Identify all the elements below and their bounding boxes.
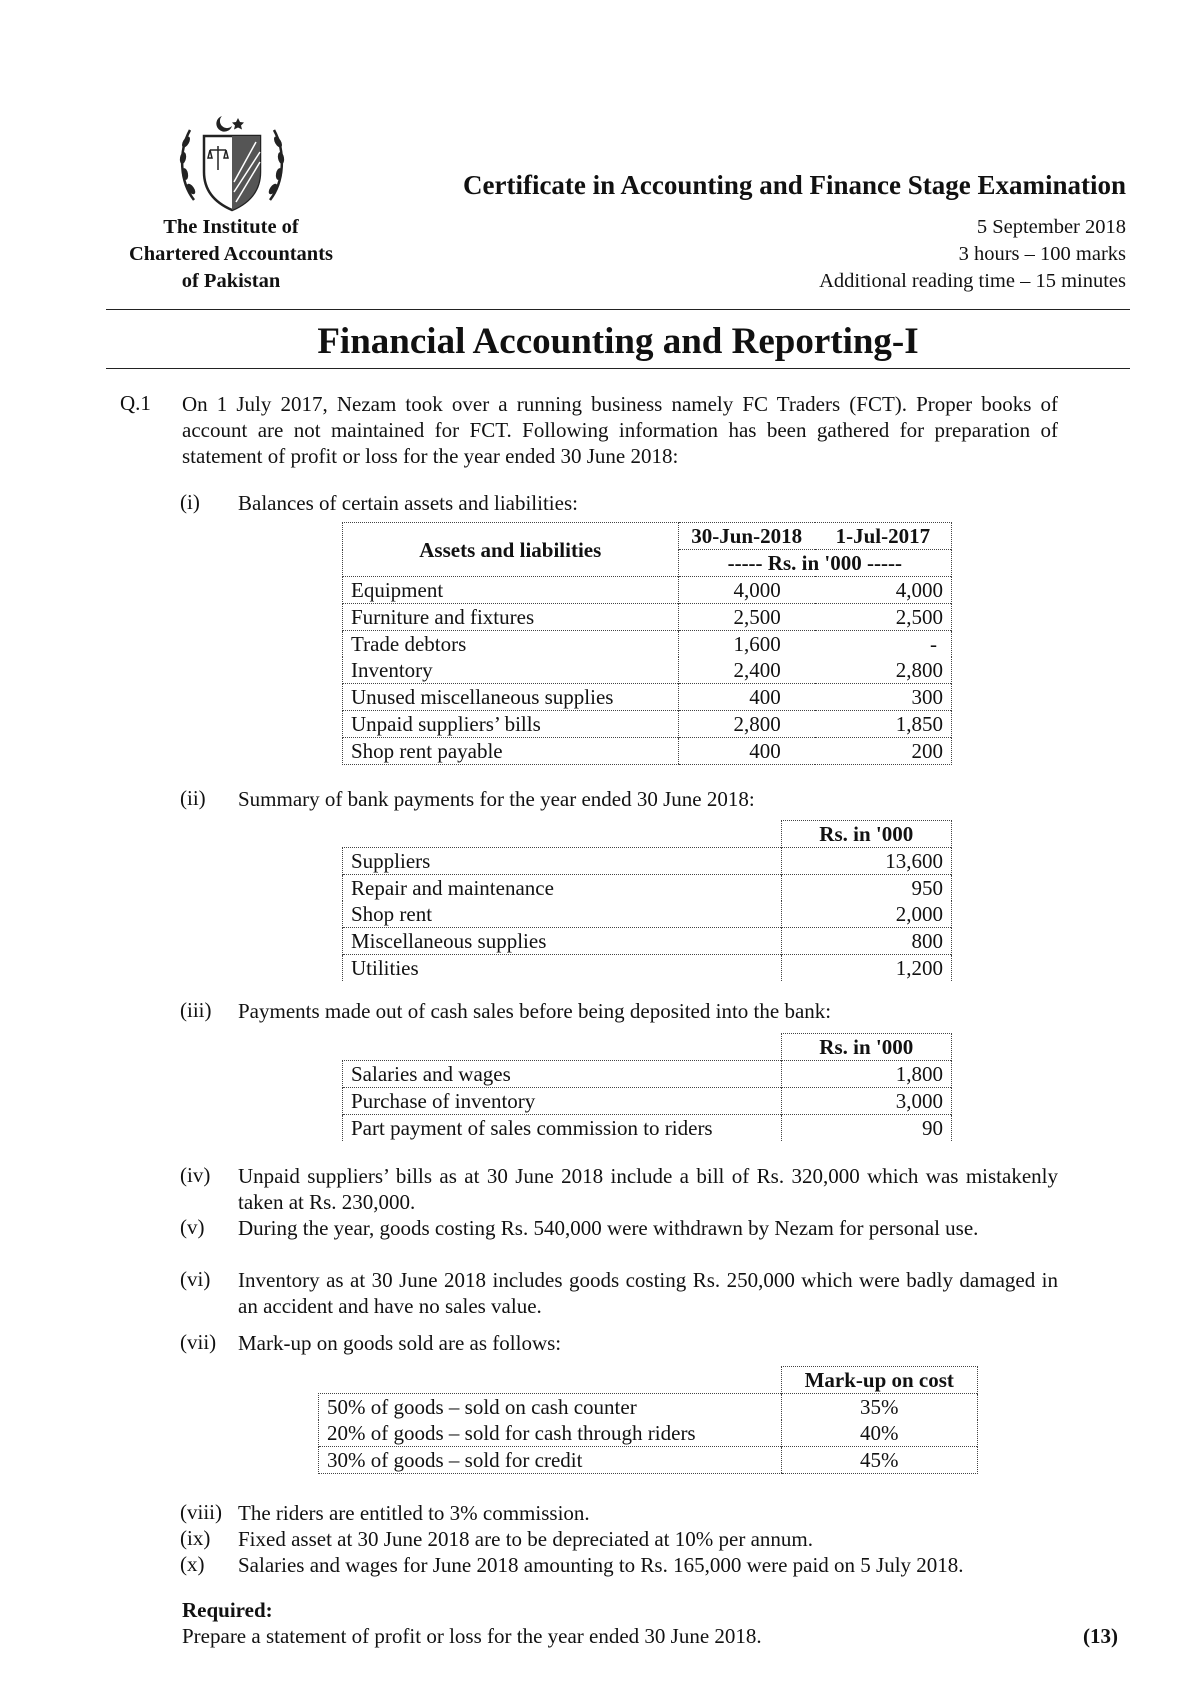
item-number: (iii): [180, 998, 212, 1022]
item-text: During the year, goods costing Rs. 540,000 were withdrawn by Nezam for personal use.: [238, 1216, 979, 1240]
institute-line: The Institute of: [163, 216, 299, 238]
item-number: (ii): [180, 786, 206, 810]
row-value: 2,500: [678, 604, 815, 631]
row-value: 1,800: [781, 1061, 952, 1088]
row-label: Shop rent: [343, 901, 782, 928]
table-row: [343, 901, 952, 928]
item-text: Salaries and wages for June 2018 amounting to Rs. 165,000 were paid on 5 July 2018.: [238, 1553, 964, 1577]
row-label: Inventory: [343, 657, 679, 684]
exam-meta: [700, 214, 1126, 295]
item-number: (ix): [180, 1526, 211, 1550]
units-header: ----- Rs. in '000 -----: [678, 550, 951, 577]
table-row: [343, 875, 952, 902]
institute-line: of Pakistan: [181, 270, 281, 292]
row-label: Suppliers: [343, 848, 782, 875]
row-value: 90: [781, 1115, 952, 1142]
item-number: (vii): [180, 1330, 217, 1354]
required-label: Required:: [182, 1598, 273, 1622]
title-divider: [106, 368, 1130, 369]
table-row: [343, 955, 952, 982]
row-value: 40%: [781, 1420, 978, 1447]
table-row: [343, 1088, 952, 1115]
assets-liabilities-table: [342, 522, 952, 765]
row-label: Shop rent payable: [343, 738, 679, 765]
item-text: Inventory as at 30 June 2018 includes goods costing Rs. 250,000 which were badly damaged in an accident and have no sales value.: [238, 1268, 1058, 1318]
row-value: 1,200: [781, 955, 952, 982]
marks: (13): [1083, 1624, 1118, 1648]
item-number: (i): [180, 490, 200, 514]
row-label: Equipment: [343, 577, 679, 604]
row-value: 2,000: [781, 901, 952, 928]
row-value: 400: [678, 738, 815, 765]
item-text: Summary of bank payments for the year ended 30 June 2018:: [238, 787, 755, 811]
bank-payments-table: [342, 820, 952, 981]
row-label: 30% of goods – sold for credit: [319, 1447, 782, 1474]
exam-duration: 3 hours – 100 marks: [958, 243, 1126, 265]
item-number: (v): [180, 1215, 205, 1239]
column-header: 30-Jun-2018: [678, 523, 815, 550]
cash-payments-table: [342, 1033, 952, 1141]
row-label: Furniture and fixtures: [343, 604, 679, 631]
row-label: Purchase of inventory: [343, 1088, 782, 1115]
item-number: (x): [180, 1552, 205, 1576]
markup-table: [318, 1366, 978, 1474]
row-label: Miscellaneous supplies: [343, 928, 782, 955]
table-header: Assets and liabilities: [343, 523, 679, 577]
table-row: [343, 711, 952, 738]
row-label: Salaries and wages: [343, 1061, 782, 1088]
table-row: [343, 1061, 952, 1088]
item-text: Mark-up on goods sold are as follows:: [238, 1331, 562, 1355]
row-value: 300: [815, 684, 952, 711]
row-value: 1,850: [815, 711, 952, 738]
row-label: Utilities: [343, 955, 782, 982]
item-text: Unpaid suppliers’ bills as at 30 June 2018 include a bill of Rs. 320,000 which was mistakenly taken at Rs. 230,000.: [238, 1164, 1058, 1214]
item-text: Balances of certain assets and liabilities:: [238, 491, 578, 515]
table-row: [319, 1447, 978, 1474]
paper-title: Financial Accounting and Reporting-I: [317, 321, 919, 362]
table-row: [343, 684, 952, 711]
row-value: 35%: [781, 1394, 978, 1421]
row-value: -: [815, 631, 952, 658]
row-value: 950: [781, 875, 952, 902]
row-label: 50% of goods – sold on cash counter: [319, 1394, 782, 1421]
table-row: [319, 1420, 978, 1447]
institute-crest-logo: [176, 112, 288, 218]
table-row: [343, 848, 952, 875]
row-label: Part payment of sales commission to riders: [343, 1115, 782, 1142]
row-value: 4,000: [815, 577, 952, 604]
row-value: 4,000: [678, 577, 815, 604]
row-value: 1,600: [678, 631, 815, 658]
item-text: Fixed asset at 30 June 2018 are to be depreciated at 10% per annum.: [238, 1527, 813, 1551]
row-value: 2,500: [815, 604, 952, 631]
column-header: Rs. in '000: [781, 821, 952, 848]
required-text: Prepare a statement of profit or loss for the year ended 30 June 2018.: [182, 1624, 762, 1648]
column-header: Rs. in '000: [781, 1034, 952, 1061]
row-label: 20% of goods – sold for cash through riders: [319, 1420, 782, 1447]
row-value: 13,600: [781, 848, 952, 875]
table-row: [319, 1394, 978, 1421]
exam-date: 5 September 2018: [976, 216, 1126, 238]
table-row: [343, 604, 952, 631]
institute-name: [112, 214, 350, 295]
blank-cell: [343, 821, 782, 848]
row-label: Unused miscellaneous supplies: [343, 684, 679, 711]
item-number: (vi): [180, 1267, 211, 1291]
row-label: Repair and maintenance: [343, 875, 782, 902]
table-row: [343, 577, 952, 604]
row-value: 200: [815, 738, 952, 765]
row-value: 45%: [781, 1447, 978, 1474]
column-header: Mark-up on cost: [781, 1367, 978, 1394]
row-value: 2,800: [815, 657, 952, 684]
question-intro: On 1 July 2017, Nezam took over a running business namely FC Traders (FCT). Proper books of account are not maintained for FCT. Following information has been gathered for preparation of statement of profit or loss for the year ended 30 June 2018:: [182, 392, 1058, 468]
table-row: [343, 1115, 952, 1142]
row-label: Trade debtors: [343, 631, 679, 658]
header-divider: [106, 309, 1130, 310]
blank-cell: [343, 1034, 782, 1061]
table-row: [343, 631, 952, 658]
row-value: 400: [678, 684, 815, 711]
row-value: 3,000: [781, 1088, 952, 1115]
item-number: (iv): [180, 1163, 211, 1187]
table-row: [343, 738, 952, 765]
item-text: The riders are entitled to 3% commission.: [238, 1501, 590, 1525]
item-text: Payments made out of cash sales before being deposited into the bank:: [238, 999, 832, 1023]
item-number: (viii): [180, 1500, 222, 1524]
row-value: 800: [781, 928, 952, 955]
institute-line: Chartered Accountants: [128, 243, 334, 265]
table-row: [343, 928, 952, 955]
question-number: Q.1: [120, 391, 151, 415]
row-label: Unpaid suppliers’ bills: [343, 711, 679, 738]
exam-title: Certificate in Accounting and Finance Stage Examination: [463, 170, 1126, 200]
row-value: 2,400: [678, 657, 815, 684]
column-header: 1-Jul-2017: [815, 523, 952, 550]
table-row: [343, 657, 952, 684]
exam-reading-time: Additional reading time – 15 minutes: [819, 270, 1126, 292]
row-value: 2,800: [678, 711, 815, 738]
blank-cell: [319, 1367, 782, 1394]
